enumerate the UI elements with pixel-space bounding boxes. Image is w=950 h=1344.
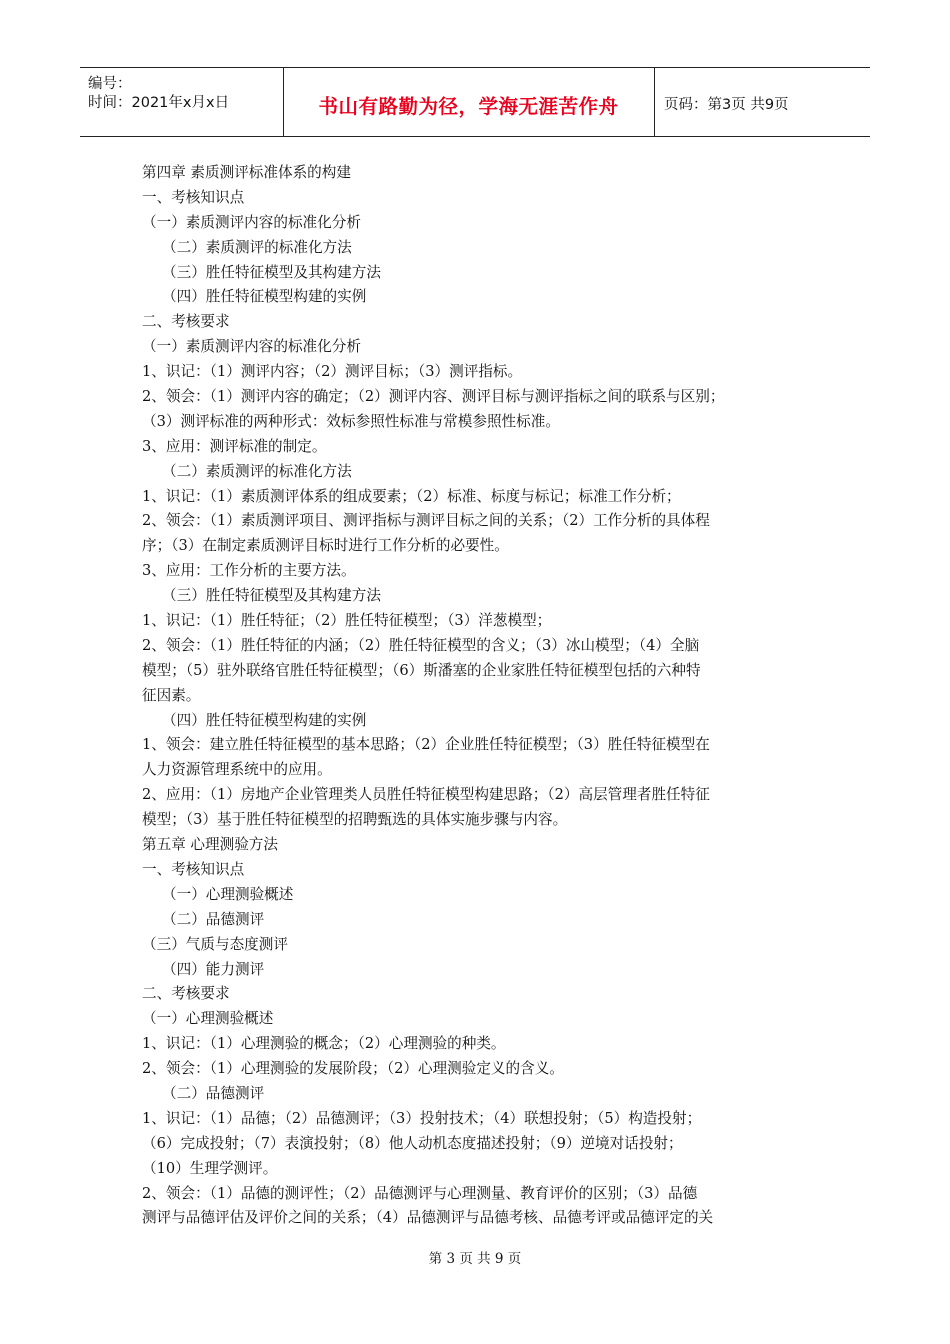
text-line: 1、识记：（1）测评内容；（2）测评目标；（3）测评指标。 bbox=[142, 363, 523, 381]
text-line: （二）品德测评 bbox=[162, 910, 265, 928]
serial-label: 编号： bbox=[88, 76, 132, 92]
text-line: 人力资源管理系统中的应用。 bbox=[142, 761, 332, 779]
text-line: 3、应用：测评标准的制定。 bbox=[142, 437, 327, 455]
text-line: 3、应用：工作分析的主要方法。 bbox=[142, 562, 356, 580]
text-line: 模型；（3）基于胜任特征模型的招聘甄选的具体实施步骤与内容。 bbox=[142, 811, 568, 829]
text-line: 征因素。 bbox=[142, 686, 201, 704]
text-line: （10）生理学测评。 bbox=[142, 1159, 278, 1177]
text-line: 模型；（5）驻外联络官胜任特征模型；（6）斯潘塞的企业家胜任特征模型包括的六种特 bbox=[142, 661, 701, 679]
text-line: （一）心理测验概述 bbox=[142, 1010, 274, 1028]
text-line: （6）完成投射；（7）表演投射；（8）他人动机态度描述投射；（9）逆境对话投射； bbox=[142, 1134, 683, 1152]
text-line: （三）胜任特征模型及其构建方法 bbox=[162, 587, 381, 605]
text-line: 2、领会：（1）胜任特征的内涵；（2）胜任特征模型的含义；（3）冰山模型；（4）全脑 bbox=[142, 636, 700, 654]
text-line: 一、考核知识点 bbox=[142, 188, 245, 206]
text-line: 第五章 心理测验方法 bbox=[142, 836, 278, 854]
time-label: 时间：2021年x月x日 bbox=[88, 95, 230, 111]
text-line: 1、识记：（1）素质测评体系的组成要素；（2）标准、标度与标记；标准工作分析； bbox=[142, 487, 681, 505]
text-line: 1、领会：建立胜任特征模型的基本思路；（2）企业胜任特征模型；（3）胜任特征模型在 bbox=[142, 736, 710, 754]
page-footer: 第 3 页 共 9 页 bbox=[428, 1251, 522, 1267]
header-motto: 书山有路勤为径，学海无涯苦作舟 bbox=[318, 95, 619, 118]
text-line: 测评与品德评估及评价之间的关系；（4）品德测评与品德考核、品德考评或品德评定的关 bbox=[142, 1209, 714, 1227]
text-line: 二、考核要求 bbox=[142, 313, 230, 331]
header-page-number: 页码：第3页 共9页 bbox=[664, 97, 789, 113]
text-line: （3）测评标准的两种形式：效标参照性标准与常模参照性标准。 bbox=[142, 412, 560, 430]
text-line: （四）能力测评 bbox=[162, 960, 265, 978]
text-line: （四）胜任特征模型构建的实例 bbox=[162, 288, 367, 306]
header-meta bbox=[80, 68, 284, 136]
text-line: （三）胜任特征模型及其构建方法 bbox=[162, 263, 381, 281]
page-header bbox=[80, 67, 870, 137]
text-line: （三）气质与态度测评 bbox=[142, 935, 288, 953]
text-line: 1、识记：（1）胜任特征；（2）胜任特征模型；（3）洋葱模型； bbox=[142, 612, 552, 630]
text-line: 2、领会：（1）测评内容的确定；（2）测评内容、测评目标与测评指标之间的联系与区别； bbox=[142, 388, 725, 406]
text-line: 2、领会：（1）素质测评项目、测评指标与测评目标之间的关系；（2）工作分析的具体程 bbox=[142, 512, 710, 530]
text-line: 1、识记：（1）品德；（2）品德测评；（3）投射技术；（4）联想投射；（5）构造投射； bbox=[142, 1109, 702, 1127]
text-line: （一）心理测验概述 bbox=[162, 885, 294, 903]
text-line: （二）素质测评的标准化方法 bbox=[162, 462, 352, 480]
text-line: 序；（3）在制定素质测评目标时进行工作分析的必要性。 bbox=[142, 537, 509, 555]
text-line: 2、应用：（1）房地产企业管理类人员胜任特征模型构建思路；（2）高层管理者胜任特征 bbox=[142, 786, 710, 804]
text-line: 2、领会：（1）心理测验的发展阶段；（2）心理测验定义的含义。 bbox=[142, 1060, 564, 1078]
text-line: （一）素质测评内容的标准化分析 bbox=[142, 338, 361, 356]
text-line: 一、考核知识点 bbox=[142, 860, 245, 878]
header-motto-cell bbox=[283, 68, 655, 136]
text-line: 1、识记：（1）心理测验的概念；（2）心理测验的种类。 bbox=[142, 1035, 506, 1053]
text-line: （一）素质测评内容的标准化分析 bbox=[142, 213, 361, 231]
text-line: 第四章 素质测评标准体系的构建 bbox=[142, 164, 351, 181]
text-line: 2、领会：（1）品德的测评性；（2）品德测评与心理测量、教育评价的区别；（3）品德 bbox=[142, 1184, 698, 1202]
text-line: （二）素质测评的标准化方法 bbox=[162, 238, 352, 256]
document-body bbox=[142, 161, 822, 1231]
text-line: （四）胜任特征模型构建的实例 bbox=[162, 711, 367, 729]
text-line: 二、考核要求 bbox=[142, 985, 230, 1003]
header-page-cell bbox=[654, 68, 870, 136]
text-line: （二）品德测评 bbox=[162, 1084, 265, 1102]
